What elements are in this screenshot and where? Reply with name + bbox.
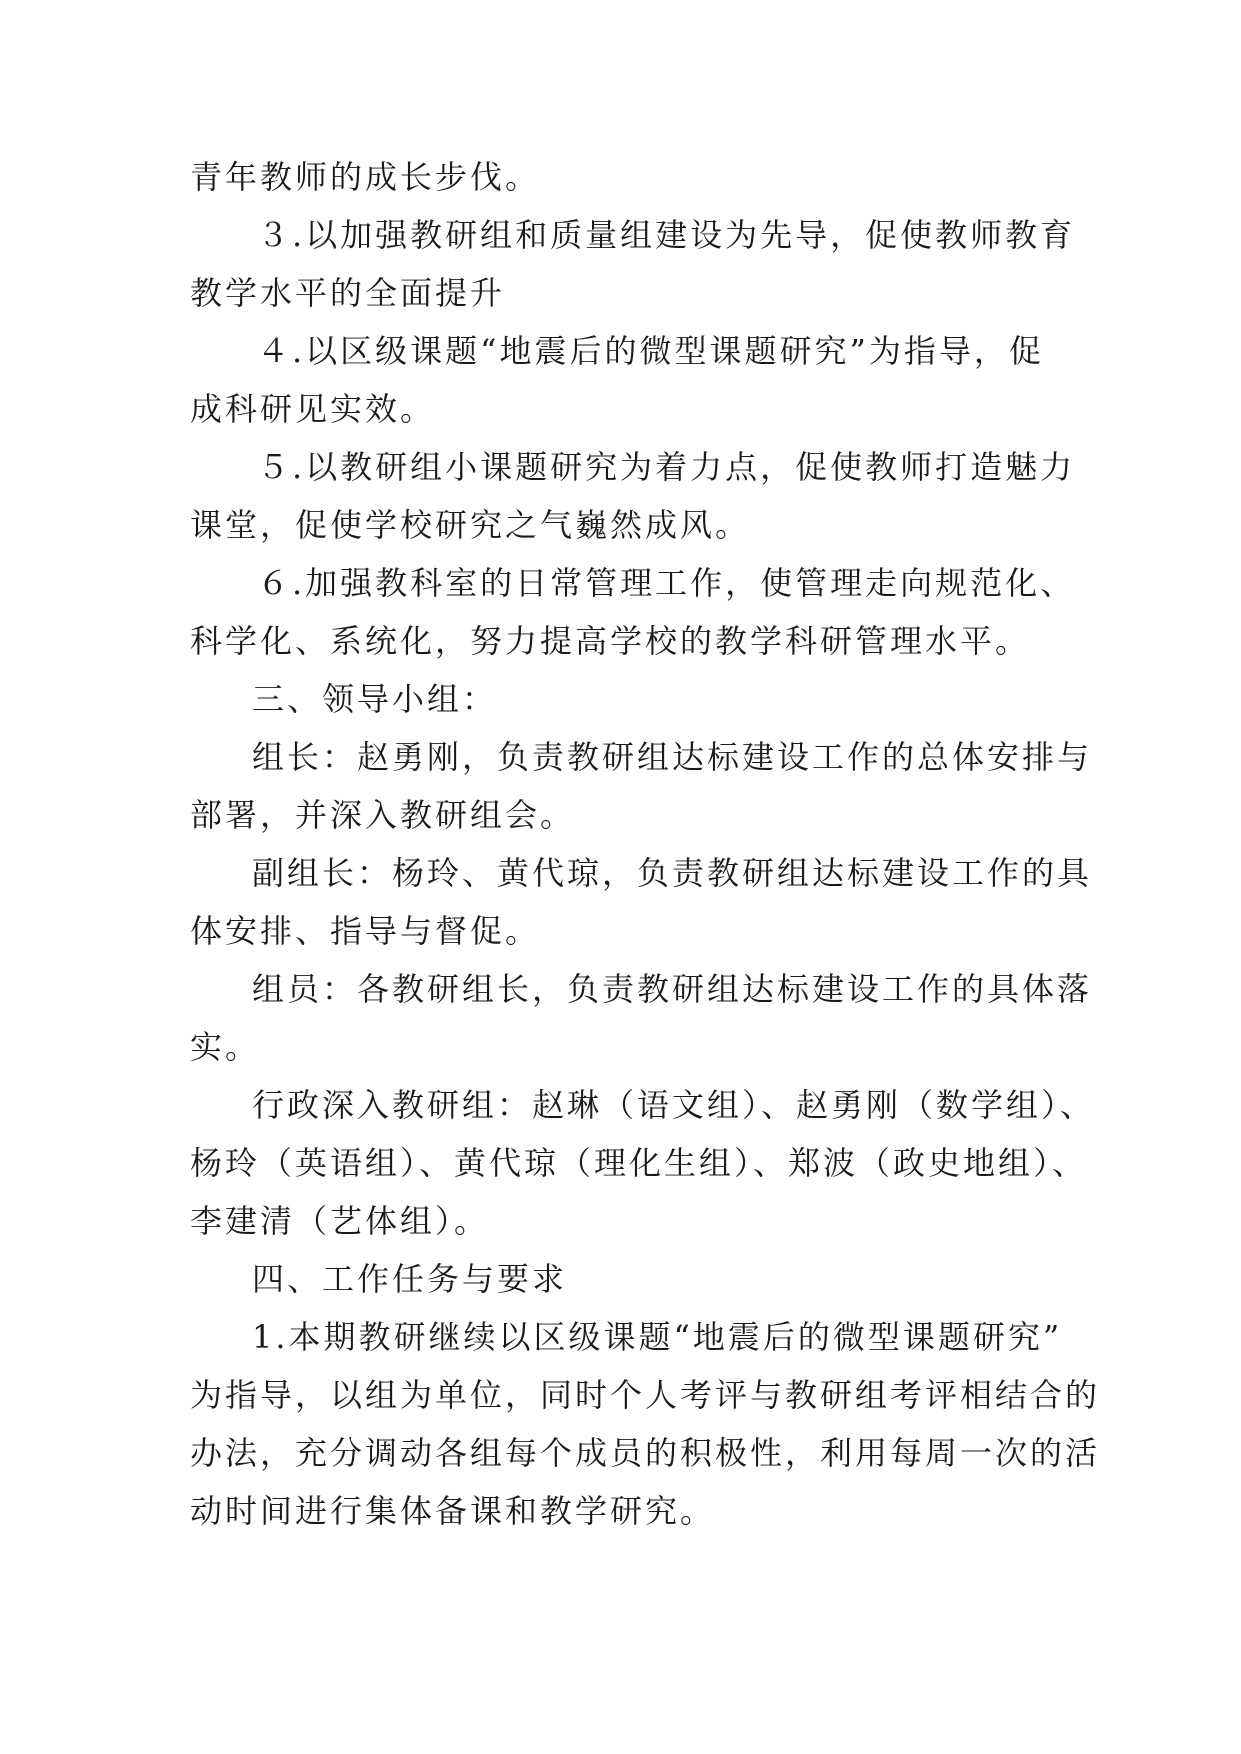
- paragraph-line: ５.以教研组小课题研究为着力点，促使教师打造魅力: [257, 448, 1076, 486]
- paragraph-line: 副组长：杨玲、黄代琼，负责教研组达标建设工作的具: [252, 854, 1093, 892]
- paragraph-line: 科学化、系统化，努力提高学校的教学科研管理水平。: [190, 622, 1031, 660]
- paragraph-line: 为指导，以组为单位，同时个人考评与教研组考评相结合的: [190, 1376, 1101, 1414]
- paragraph-line: 动时间进行集体备课和教学研究。: [190, 1492, 716, 1530]
- paragraph-line: 教学水平的全面提升: [190, 274, 506, 312]
- paragraph-line: 组员：各教研组长，负责教研组达标建设工作的具体落: [252, 970, 1093, 1008]
- paragraph-line: 杨玲（英语组）、黄代琼（理化生组）、郑波（政史地组）、: [190, 1144, 1088, 1182]
- paragraph-line: 1.本期教研继续以区级课题“地震后的微型课题研究”: [252, 1318, 1063, 1356]
- section-heading: 三、领导小组：: [252, 680, 498, 718]
- paragraph-line: 体安排、指导与督促。: [190, 912, 541, 950]
- paragraph-line: ６.加强教科室的日常管理工作，使管理走向规范化、: [257, 564, 1076, 602]
- paragraph-line: 行政深入教研组：赵琳（语文组）、赵勇刚（数学组）、: [252, 1086, 1096, 1124]
- paragraph-line: 部署，并深入教研组会。: [190, 796, 576, 834]
- paragraph-line: 实。: [190, 1028, 261, 1066]
- paragraph-line: 组长：赵勇刚，负责教研组达标建设工作的总体安排与: [252, 738, 1093, 776]
- section-heading: 四、工作任务与要求: [252, 1260, 568, 1298]
- paragraph-line: ３.以加强教研组和质量组建设为先导，促使教师教育: [257, 216, 1076, 254]
- paragraph-line: 办法，充分调动各组每个成员的积极性，利用每周一次的活: [190, 1434, 1101, 1472]
- paragraph-line: 李建清（艺体组）。: [190, 1202, 490, 1240]
- paragraph-line: 青年教师的成长步伐。: [190, 158, 541, 196]
- paragraph-line: 成科研见实效。: [190, 390, 436, 428]
- paragraph-line: ４.以区级课题“地震后的微型课题研究”为指导，促: [257, 332, 1044, 370]
- document-body: [190, 148, 1101, 1540]
- paragraph-line: 课堂，促使学校研究之气巍然成风。: [190, 506, 751, 544]
